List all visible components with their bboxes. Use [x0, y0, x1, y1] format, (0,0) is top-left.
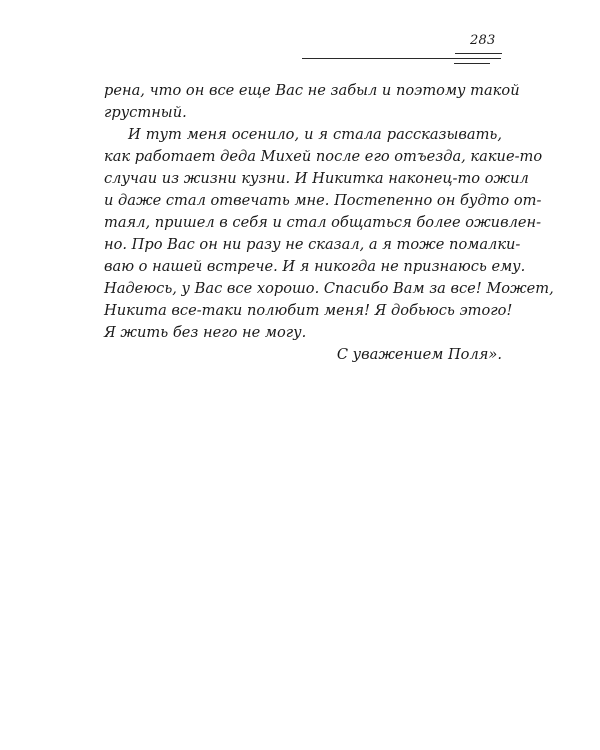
- paragraph-1: [104, 80, 520, 124]
- text-line: таял, пришел в себя и стал общаться более оживлен-: [104, 214, 542, 231]
- text-line: И тут меня осенило, и я стала рассказывать,: [128, 126, 502, 143]
- paragraph-2: [104, 124, 554, 344]
- text-line: рена, что он все еще Вас не забыл и поэтому такой: [104, 82, 520, 99]
- page-number: 283: [470, 33, 496, 48]
- text-line: но. Про Вас он ни разу не сказал, а я тоже помалки-: [104, 236, 521, 253]
- header-rule-middle: [302, 58, 501, 59]
- header-rule-bottom: [454, 63, 490, 64]
- text-line: грустный.: [104, 104, 187, 121]
- text-line: и даже стал отвечать мне. Постепенно он будто от-: [104, 192, 542, 209]
- text-line: как работает деда Михей после его отъезда, какие-то: [104, 148, 543, 165]
- body-text: [104, 80, 554, 366]
- text-line: Никита все-таки полюбит меня! Я добьюсь этого!: [104, 302, 513, 319]
- text-line: ваю о нашей встрече. И я никогда не признаюсь ему.: [104, 258, 526, 275]
- text-line: Я жить без него не могу.: [104, 324, 307, 341]
- signature: С уважением Поля».: [336, 346, 502, 363]
- header-rule-top: [455, 53, 502, 54]
- text-line: Надеюсь, у Вас все хорошо. Спасибо Вам за все! Может,: [104, 280, 554, 297]
- text-line: случаи из жизни кузни. И Никитка наконец-то ожил: [104, 170, 529, 187]
